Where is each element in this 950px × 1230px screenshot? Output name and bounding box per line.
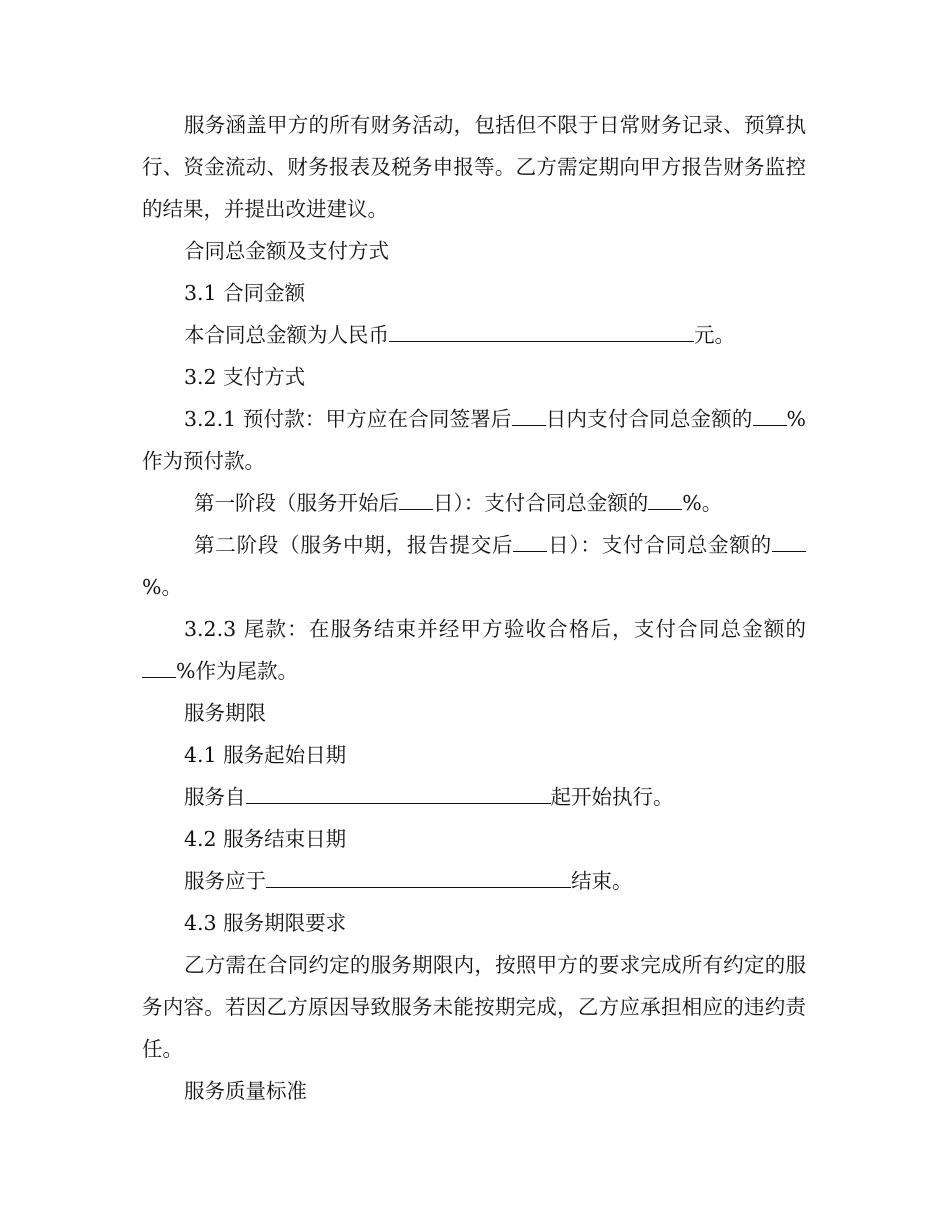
stage-two-days-blank (513, 528, 547, 552)
prepayment-text-b: 日内支付合同总金额的 (545, 407, 753, 431)
subsection-heading-payment-method: 3.2 支付方式 (184, 365, 306, 389)
start-date-text-b: 起开始执行。 (550, 785, 674, 809)
start-date-paragraph (142, 776, 806, 818)
section-heading-amount-payment: 合同总金额及支付方式 (184, 239, 389, 263)
stage-one-text-a: 第一阶段（服务开始后 (194, 491, 399, 515)
stage-two-paragraph (142, 524, 806, 608)
stage-one-paragraph (142, 482, 806, 524)
prepayment-paragraph (142, 398, 806, 482)
contract-amount-blank (389, 318, 694, 342)
contract-amount-paragraph (142, 314, 806, 356)
document-body (142, 104, 806, 1112)
stage-two-percent-blank (772, 528, 806, 552)
final-payment-paragraph (142, 608, 806, 692)
section-heading-service-term: 服务期限 (184, 701, 266, 725)
start-date-blank (246, 780, 551, 804)
prepayment-text-c: %作为预付款。 (142, 407, 806, 473)
service-scope-paragraph: 服务涵盖甲方的所有财务活动，包括但不限于日常财务记录、预算执行、资金流动、财务报表及税务申报等。乙方需定期向甲方报告财务监控的结果，并提出改进建议。 (142, 113, 806, 221)
contract-amount-text: 本合同总金额为人民币 (184, 323, 389, 347)
prepayment-days-blank (512, 402, 546, 426)
subsection-heading-end-date: 4.2 服务结束日期 (184, 827, 347, 851)
subsection-heading-contract-amount: 3.1 合同金额 (184, 281, 306, 305)
end-date-paragraph (142, 860, 806, 902)
end-date-blank (266, 864, 571, 888)
end-date-text-a: 服务应于 (184, 869, 266, 893)
final-payment-text-a: 3.2.3 尾款：在服务结束并经甲方验收合格后，支付合同总金额的 (184, 617, 806, 641)
prepayment-percent-blank (753, 402, 787, 426)
stage-one-days-blank (399, 486, 433, 510)
stage-two-text-c: %。 (142, 575, 182, 599)
stage-one-percent-blank (648, 486, 682, 510)
term-requirement-paragraph: 乙方需在合同约定的服务期限内，按照甲方的要求完成所有约定的服务内容。若因乙方原因导致服务未能按期完成，乙方应承担相应的违约责任。 (142, 953, 806, 1061)
stage-two-text-b: 日）：支付合同总金额的 (547, 533, 773, 557)
contract-amount-suffix: 元。 (694, 323, 735, 347)
final-payment-text-b: %作为尾款。 (176, 659, 298, 683)
end-date-text-b: 结束。 (571, 869, 633, 893)
prepayment-text-a: 3.2.1 预付款：甲方应在合同签署后 (184, 407, 512, 431)
stage-two-text-a: 第二阶段（服务中期，报告提交后 (194, 533, 514, 557)
section-heading-quality-standard: 服务质量标准 (184, 1079, 307, 1103)
subsection-heading-term-requirement: 4.3 服务期限要求 (184, 911, 347, 935)
subsection-heading-start-date: 4.1 服务起始日期 (184, 743, 347, 767)
final-payment-percent-blank (142, 654, 176, 678)
stage-one-text-b: 日）：支付合同总金额的 (433, 491, 649, 515)
stage-one-text-c: %。 (682, 491, 723, 515)
start-date-text-a: 服务自 (184, 785, 246, 809)
